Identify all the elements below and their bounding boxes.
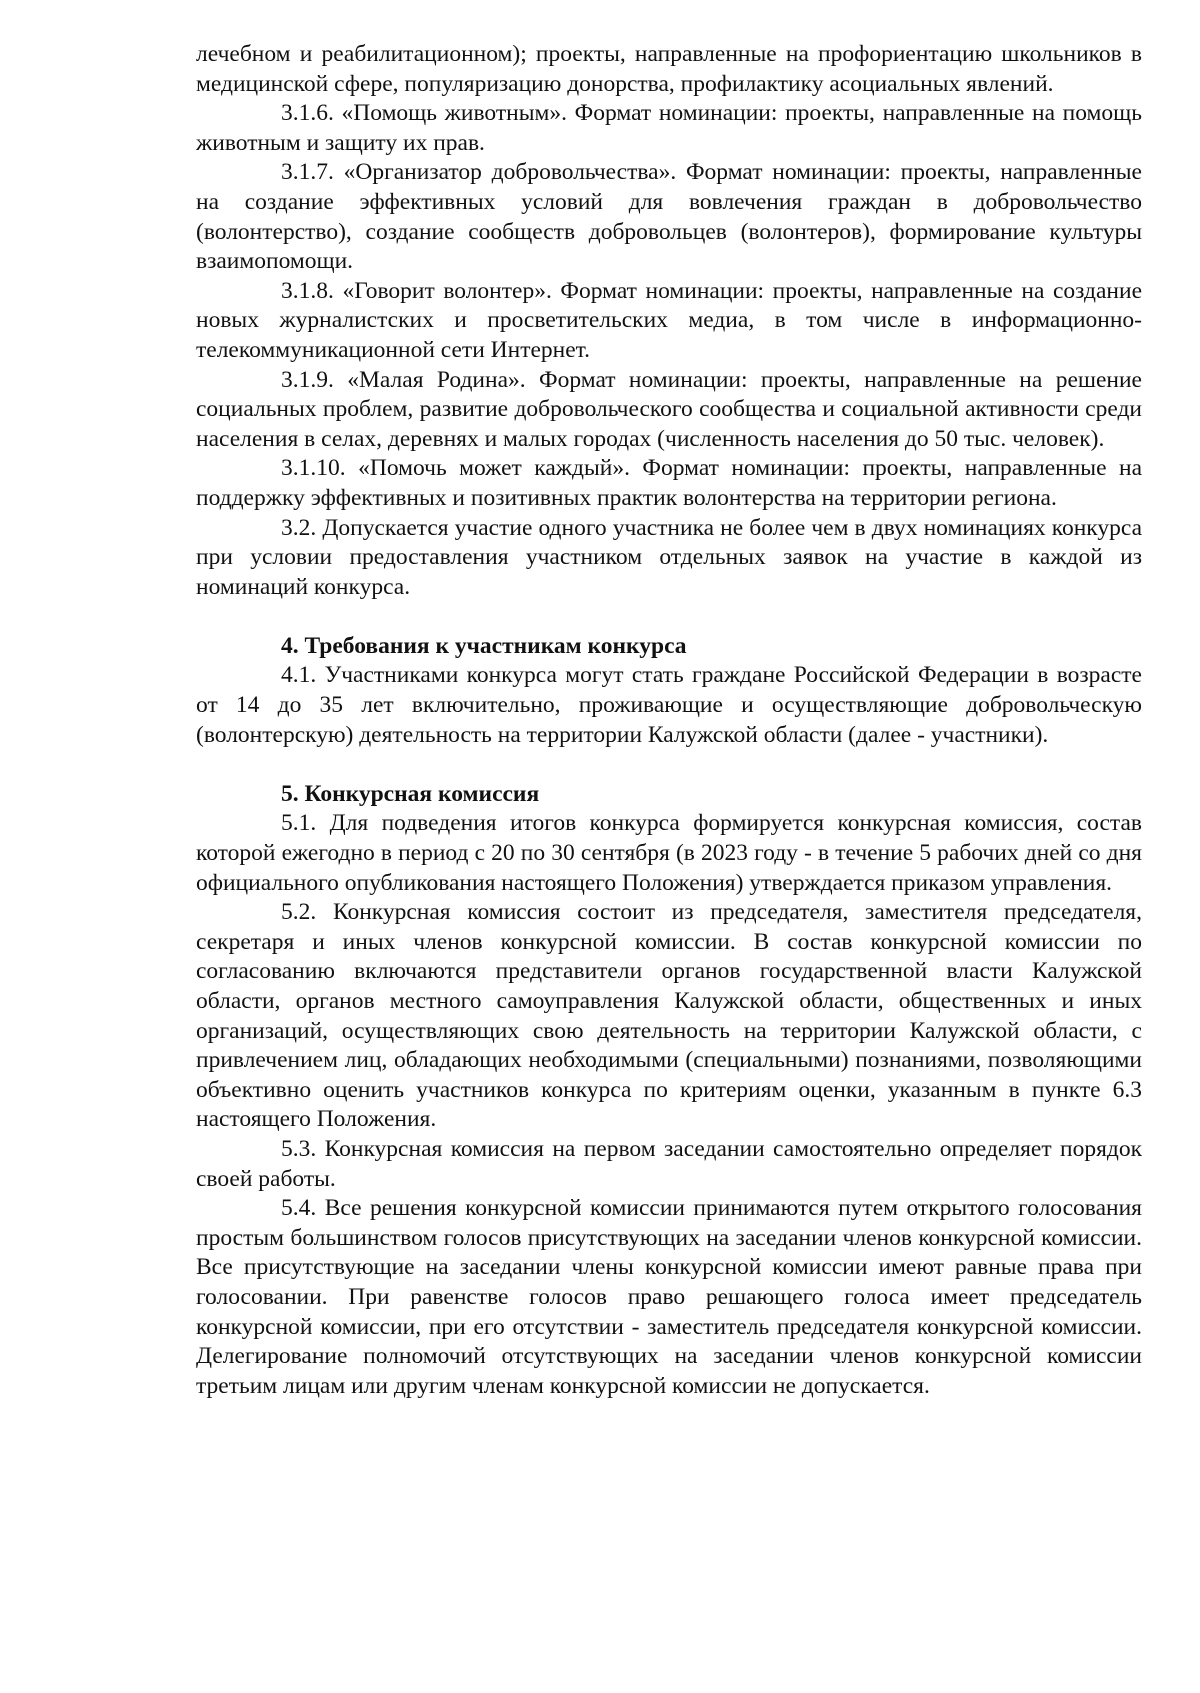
paragraph: 4.1. Участниками конкурса могут стать граждане Российской Федерации в возрасте от 14 до 35 лет включительно, проживающие и осуществляющие добровольческую (волонтерскую) деятельность на территории Калужской области (далее - участники). bbox=[196, 662, 1142, 748]
paragraph: 5.3. Конкурсная комиссия на первом заседании самостоятельно определяет порядок своей работы. bbox=[196, 1135, 1142, 1192]
paragraph: 3.1.10. «Помочь может каждый». Формат номинации: проекты, направленные на поддержку эффективных и позитивных практик волонтерства на территории региона. bbox=[196, 455, 1142, 511]
paragraph: 3.1.9. «Малая Родина». Формат номинации: проекты, направленные на решение социальных проблем, развитие добровольческого сообщества и социальной активности среди населения в селах, деревнях и малых городах (численность населения до 50 тыс. человек). bbox=[196, 366, 1142, 452]
paragraph: 3.2. Допускается участие одного участника не более чем в двух номинациях конкурса при условии предоставления участником отдельных заявок на участие в каждой из номинаций конкурса. bbox=[196, 514, 1142, 600]
paragraph: 3.1.6. «Помощь животным». Формат номинации: проекты, направленные на помощь животным и защиту их прав. bbox=[196, 100, 1142, 156]
paragraph: лечебном и реабилитационном); проекты, направленные на профориентацию школьников в медицинской сфере, популяризацию донорства, профилактику асоциальных явлений. bbox=[196, 41, 1142, 97]
paragraph: 3.1.7. «Организатор добровольчества». Формат номинации: проекты, направленные на создание эффективных условий для вовлечения граждан в добровольчество (волонтерство), создание сообществ добровольцев (волонтеров), формирование культуры взаимопомощи. bbox=[196, 159, 1142, 275]
paragraph: 3.1.8. «Говорит волонтер». Формат номинации: проекты, направленные на создание новых журналистских и просветительских медиа, в том числе в информационно-телекоммуникационной сети Интернет. bbox=[196, 277, 1142, 363]
paragraph: 5.4. Все решения конкурсной комиссии принимаются путем открытого голосования простым большинством голосов присутствующих на заседании членов конкурсной комиссии. Все присутствующие на заседании члены конкурсной комиссии имеют равные права при голосовании. При равенстве голосов право решающего голоса имеет председатель конкурсной комиссии, при его отсутствии - заместитель председателя конкурсной комиссии. Делегирование полномочий отсутствующих на заседании членов конкурсной комиссии третьим лицам или другим членам конкурсной комиссии не допускается. bbox=[196, 1195, 1142, 1399]
section-spacer bbox=[196, 602, 1142, 632]
section-heading: 5. Конкурсная комиссия bbox=[281, 780, 540, 807]
section-spacer bbox=[196, 750, 1142, 780]
paragraph: 5.1. Для подведения итогов конкурса формируется конкурсная комиссия, состав которой ежегодно в период с 20 по 30 сентября (в 2023 году - в течение 5 рабочих дней со дня официального опубликования настоящего Положения) утверждается приказом управления. bbox=[196, 810, 1142, 896]
document-page bbox=[196, 40, 1142, 1401]
paragraph: 5.2. Конкурсная комиссия состоит из председателя, заместителя председателя, секретаря и иных членов конкурсной комиссии. В состав конкурсной комиссии по согласованию включаются представители органов государственной власти Калужской области, органов местного самоуправления Калужской области, общественных и иных организаций, осуществляющих свою деятельность на территории Калужской области, с привлечением лиц, обладающих необходимыми (специальными) познаниями, позволяющими объективно оценить участников конкурса по критериям оценки, указанным в пункте 6.3 настоящего Положения. bbox=[196, 899, 1142, 1133]
section-heading: 4. Требования к участникам конкурса bbox=[281, 632, 687, 659]
